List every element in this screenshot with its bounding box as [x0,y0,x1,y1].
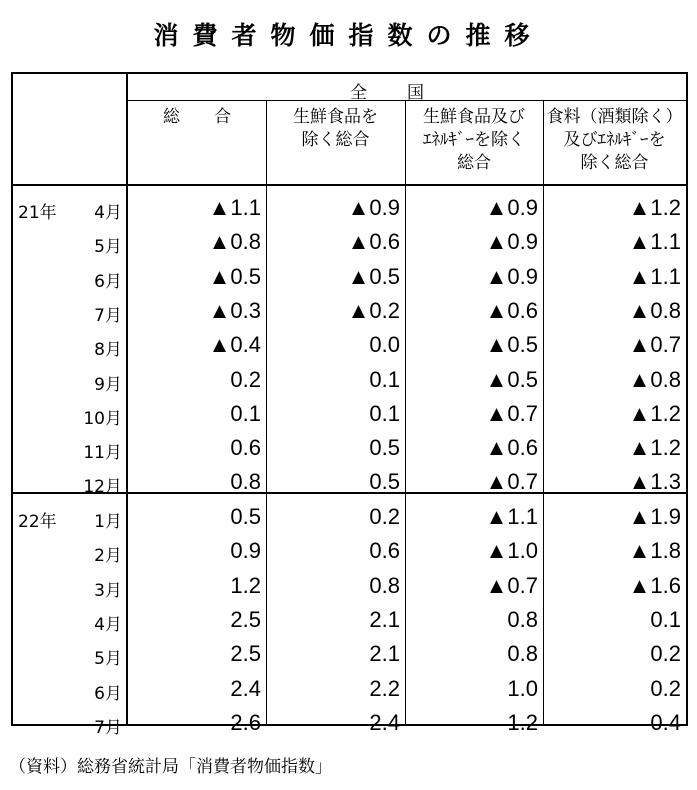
table-cell: ▲0.2 [347,297,400,323]
row-month: 6月 [94,271,122,292]
row-year: 21年 [18,203,57,223]
table-cell: 0.5 [230,504,261,529]
grid-hline-header [11,184,688,186]
table-cell: ▲0.9 [485,263,538,289]
table-cell: 2.5 [230,606,261,632]
row-month: 10月 [83,408,122,429]
table-cell: ▲1.2 [628,435,681,461]
table-cell: 0.9 [230,538,261,564]
column-header [266,106,405,152]
table-cell: 0.5 [369,469,400,495]
table-cell: ▲0.9 [485,195,538,220]
table-cell: ▲0.8 [628,366,681,392]
table-cell: ▲0.5 [485,332,538,358]
table-cell: ▲0.4 [208,332,261,358]
table-cell: ▲1.1 [208,195,261,220]
table-cell: 0.6 [369,538,400,564]
table-cell: 0.8 [369,572,400,598]
table-cell: ▲1.1 [485,504,538,529]
row-month: 2月 [94,546,122,567]
row-month: 3月 [94,580,122,601]
column-header-line: ｴﾈﾙｷﾞｰを除く [423,130,525,150]
table-cell: ▲0.5 [347,263,400,289]
column-header-line: 総合 [457,153,491,173]
row-month: 5月 [94,237,122,258]
row-month: 1月 [94,512,122,532]
table-cell: 2.6 [230,709,261,735]
row-month: 8月 [94,340,122,361]
table-cell: ▲0.6 [347,229,400,255]
table-cell: ▲0.7 [628,332,681,358]
table-cell: ▲1.3 [628,469,681,495]
table-cell: 0.8 [507,606,538,632]
table-cell: ▲0.7 [485,572,538,598]
row-month: 5月 [94,649,122,670]
table-cell: ▲0.6 [485,435,538,461]
table-cell: ▲0.3 [208,297,261,323]
table-cell: ▲0.9 [485,229,538,255]
table-cell: ▲0.5 [485,366,538,392]
table-cell: 1.2 [230,572,261,598]
table-cell: ▲0.6 [485,297,538,323]
table-cell: ▲0.7 [485,469,538,495]
column-header [128,106,266,129]
row-month: 11月 [83,443,122,464]
row-month: 4月 [94,614,122,635]
table-cell: ▲1.2 [628,195,681,220]
source-note: （資料）総務省統計局「消費者物価指数」 [9,757,332,777]
table-cell: 0.1 [369,366,400,392]
table-cell: 0.6 [230,435,261,461]
table-cell: ▲0.5 [208,263,261,289]
table-cell: 0.4 [650,709,681,735]
table-cell: 0.1 [650,606,681,632]
table-cell: 0.1 [230,400,261,426]
table-cell: ▲0.7 [485,400,538,426]
table-cell: ▲1.9 [628,504,681,529]
column-header-line: 生鮮食品を [293,107,378,127]
row-month: 12月 [83,477,122,498]
table-cell: ▲0.8 [208,229,261,255]
table-cell: 0.0 [369,332,400,358]
column-header-line: 及びｴﾈﾙｷﾞｰを [563,130,666,150]
row-month: 9月 [94,374,122,395]
table-cell: 2.2 [369,675,400,701]
table-cell: ▲1.8 [628,538,681,564]
table-cell: 0.1 [369,400,400,426]
table-cell: ▲1.2 [628,400,681,426]
table-cell: 2.5 [230,641,261,667]
column-header [405,106,543,175]
table-cell: 0.2 [650,641,681,667]
table-cell: 1.2 [507,709,538,735]
table-cell: 2.4 [230,675,261,701]
column-header-line: 食料（酒類除く） [546,107,683,127]
table-cell: 2.1 [369,641,400,667]
table-cell: ▲1.1 [628,229,681,255]
table-cell: 0.8 [507,641,538,667]
row-month: 7月 [94,305,122,326]
page-title: 消費者物価指数の推移 [153,21,544,50]
table-cell: ▲0.9 [347,195,400,220]
table-cell: 2.4 [369,709,400,735]
table-cell: 0.5 [369,435,400,461]
column-header [543,106,686,175]
column-header-line: 生鮮食品及び [423,107,525,127]
table-cell: 1.0 [507,675,538,701]
table-cell: ▲0.8 [628,297,681,323]
table-cell: ▲1.0 [485,538,538,564]
table-cell: 0.2 [369,504,400,529]
column-header-line: 除く総合 [301,130,370,150]
row-month: 7月 [94,717,122,738]
table-cell: 0.2 [650,675,681,701]
table-cell: ▲1.6 [628,572,681,598]
table-cell: 2.1 [369,606,400,632]
row-month: 6月 [94,683,122,704]
row-year: 22年 [18,512,57,532]
column-header-line: 除く総合 [580,153,649,173]
header-group-national: 全国 [350,83,464,103]
row-month: 4月 [94,203,122,223]
table-cell: 0.2 [230,366,261,392]
column-header-line: 総 合 [163,107,231,127]
table-cell: ▲1.1 [628,263,681,289]
table-cell: 0.8 [230,469,261,495]
